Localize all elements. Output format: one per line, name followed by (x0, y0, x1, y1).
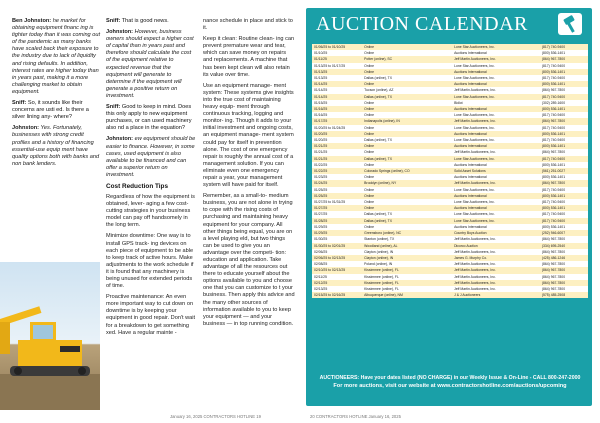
speaker-name: Johnston: (12, 125, 40, 132)
cell-auctioneer: Lone Star Auctioneers, Inc. (452, 199, 540, 205)
cell-date: 01/17/25 (312, 118, 362, 124)
cell-date: 01/16/25 (312, 106, 362, 112)
calendar-footer (312, 375, 588, 390)
cell-auctioneer: Jeff Martin Auctioneers, Inc. (452, 280, 540, 286)
cell-date: 02/12/25 (312, 280, 362, 286)
cell-location: Kissimmee (online), FL (362, 274, 452, 280)
cell-phone: (561) 251-0027 (540, 168, 588, 174)
cell-location: Online (362, 100, 452, 106)
cell-date: 01/14/25 (312, 87, 362, 93)
excavator-illustration (0, 262, 100, 410)
cell-date: 01/14/25 (312, 94, 362, 100)
cell-phone: (800) 536-1401 (540, 143, 588, 149)
cell-phone: (817) 740-9400 (540, 94, 588, 100)
cell-auctioneer: Auctions International (452, 69, 540, 75)
cell-date: 01/25/25 (312, 187, 362, 193)
cell-phone: (817) 740-9400 (540, 199, 588, 205)
cell-auctioneer: Jeff Martin Auctioneers, Inc. (452, 274, 540, 280)
cell-date: 01/29/25 (312, 224, 362, 230)
cell-location: Dallas (online), TX (362, 137, 452, 143)
cell-location: Online (362, 149, 452, 155)
table-row (312, 292, 588, 298)
cell-date: 01/28/25 (312, 218, 362, 224)
cell-date: 01/29/25 (312, 230, 362, 236)
cell-auctioneer: James G. Murphy Co. (452, 255, 540, 261)
cell-phone: (817) 740-9400 (540, 137, 588, 143)
cell-location: Clayton (online), IN (362, 249, 452, 255)
cell-date: 01/27/25 (312, 205, 362, 211)
cell-date: 01/22/25 (312, 168, 362, 174)
cell-date: 01/20/25 to 01/24/25 (312, 125, 362, 131)
cell-auctioneer: Dicorco Auction (452, 243, 540, 249)
speaker-name: Johnston: (106, 29, 134, 36)
cell-date: 01/21/25 (312, 156, 362, 162)
body-paragraph: Keep it clean: Routine clean- ing can prevent premature wear and tear, which can save money on repairs and replacements. A machine that has been kept clean will also retain its value over time. (203, 36, 295, 78)
cell-date: 01/27/25 (312, 211, 362, 217)
body-paragraph: Remember, as a small-to- medium business, you are not alone in trying to cope with the rising costs of purchasing and maintaining heavy equipment for your company. All other things being equal, you are on a level playing eld, but two things can be used to give you an advantage over the competi- tion: education and application. Take advantage of all the resources out there to educate yourself about the options available to you and choose one that you can customize to t your business. Then apply this advice and the many other sources of information available to you to keep your equipment — and your business — in top running condition. (203, 193, 295, 327)
cell-date: 01/27/25 to 01/31/25 (312, 199, 362, 205)
page-folio-right: 20 CONTRACTORS HOTLINE January 16, 2025 (310, 414, 401, 419)
cell-date: 01/24/25 (312, 180, 362, 186)
cell-date: 01/22/25 (312, 162, 362, 168)
cell-date: 02/15/25 to 02/16/25 (312, 292, 362, 298)
qa-paragraph (12, 18, 100, 96)
cell-auctioneer: Lone Star Auctioneers, Inc. (452, 137, 540, 143)
cell-location: Stanton (online), TX (362, 236, 452, 242)
cell-auctioneer: Jeff Martin Auctioneers, Inc. (452, 261, 540, 267)
cell-phone: (800) 536-1401 (540, 205, 588, 211)
qa-paragraph (106, 104, 196, 132)
cell-date: 01/20/25 (312, 137, 362, 143)
cell-auctioneer: Jeff Martin Auctioneers, Inc. (452, 180, 540, 186)
tips-block (106, 194, 196, 337)
cell-auctioneer: Auctions International (452, 50, 540, 56)
cell-phone: (817) 740-9400 (540, 112, 588, 118)
article-column-1 (12, 18, 100, 172)
cell-location: Online (362, 112, 452, 118)
cell-date: 01/21/25 (312, 149, 362, 155)
cell-location: Online (362, 63, 452, 69)
cell-phone: (864) 967-7800 (540, 149, 588, 155)
cell-date: 01/11/25 (312, 56, 362, 62)
cell-auctioneer: Jeff Martin Auctioneers, Inc. (452, 87, 540, 93)
cell-phone: (864) 967-7800 (540, 87, 588, 93)
speaker-text: That is good news. (121, 18, 169, 24)
cell-auctioneer: Lone Star Auctioneers, Inc. (452, 211, 540, 217)
cell-phone: (817) 740-9400 (540, 187, 588, 193)
body-paragraph: Regardless of how the equipment is obtained, lever- aging a few cost-cutting strategies in your business model can pay off handsomely in the long term. (106, 193, 195, 229)
cell-auctioneer: Lone Star Auctioneers, Inc. (452, 63, 540, 69)
calendar-title: AUCTION CALENDAR (316, 13, 528, 35)
cell-phone: (817) 740-9400 (540, 63, 588, 69)
cell-auctioneer: Lone Star Auctioneers, Inc. (452, 125, 540, 131)
qa-paragraph (106, 18, 196, 25)
cell-location: Online (362, 44, 452, 50)
cell-phone: (800) 536-1401 (540, 193, 588, 199)
cell-phone: (800) 536-1401 (540, 174, 588, 180)
cell-phone: (425) 486-1246 (540, 255, 588, 261)
cell-location: Greensboro (online), NC (362, 230, 452, 236)
cell-auctioneer: Lone Star Auctioneers, Inc. (452, 112, 540, 118)
cell-location: Online (362, 81, 452, 87)
cell-location: Clayton (online), IN (362, 255, 452, 261)
cell-date: 02/06/25 (312, 249, 362, 255)
cell-location: Online (362, 125, 452, 131)
calendar-header (310, 10, 590, 38)
cell-phone: (864) 967-7800 (540, 286, 588, 292)
cell-phone: (800) 536-1401 (540, 224, 588, 230)
speaker-name: Sniff: (106, 104, 121, 111)
body-paragraph: Minimize downtime: One way is to install GPS track- ing devices on each piece of equipment to be able to keep track of active hours. Make adjustments to the work schedule if it is found that any machinery is being unused for extended periods of time. (106, 233, 194, 290)
cell-date: 02/10/25 to 02/13/25 (312, 267, 362, 273)
cell-location: Tucson (online), AZ (362, 87, 452, 93)
cell-location: Woodland (online), AL (362, 243, 452, 249)
footer-auctioneers-note: AUCTIONEERS: Have your dates listed (NO CHARGE) in our Weekly Issue & On-Line - CALL 800-247-2000 (319, 375, 581, 381)
article-column-2 (106, 18, 196, 341)
qa-block (106, 18, 196, 179)
auction-table (312, 44, 588, 298)
cell-location: Online (362, 205, 452, 211)
cell-phone: (800) 536-1401 (540, 162, 588, 168)
cell-auctioneer: Auctions International (452, 205, 540, 211)
cell-phone: (800) 536-1401 (540, 81, 588, 87)
cell-auctioneer: Lone Star Auctioneers, Inc. (452, 44, 540, 50)
cell-auctioneer: Lone Star Auctioneers, Inc. (452, 75, 540, 81)
page-folio-left: January 16, 2025 CONTRACTORS HOTLINE 19 (170, 414, 261, 419)
cell-auctioneer: Jeff Martin Auctioneers, Inc. (452, 56, 540, 62)
cell-auctioneer: Jeff Martin Auctioneers, Inc. (452, 249, 540, 255)
footer-website-link[interactable]: For more auctions, visit our website at www.contractorshotline.com/auctions/upcoming (333, 383, 567, 389)
speaker-text: So, it sounds like their concerns are usti ed. Is there a silver lining any- where? (12, 100, 89, 121)
body-paragraph: Use an equipment manage- ment system: These systems give insights into the true cost of maintaining heavy equip- ment through continuous tracking, logging and monitor- ing. Though it adds to your initial investment and ongoing costs, an equipment manage- ment system could pay for itself in prevention alone. The cost of one emergency repair is roughly the annual cost of a management solution. If you can eliminate even one emergency repair a year, your management system will have paid for itself. (203, 82, 294, 189)
cell-location: Online (362, 187, 452, 193)
cell-phone: (817) 740-9400 (540, 44, 588, 50)
cell-phone: (817) 740-9400 (540, 218, 588, 224)
cell-auctioneer: Country Boys Auction (452, 230, 540, 236)
cell-date: 01/30/25 (312, 236, 362, 242)
cell-phone: (864) 967-7800 (540, 56, 588, 62)
cell-date: 01/06/25 to 01/10/25 (312, 44, 362, 50)
qa-paragraph (106, 29, 196, 100)
cell-location: Albuquerque (online), NM (362, 292, 452, 298)
cell-location: Online (362, 69, 452, 75)
body-paragraph: nance schedule in place and stick to it. (203, 18, 293, 32)
cell-phone: (817) 740-9400 (540, 156, 588, 162)
cell-date: 01/25/25 (312, 193, 362, 199)
cell-phone: (302) 289-1600 (540, 100, 588, 106)
excavator-photo (0, 262, 100, 410)
cell-date: 01/30/25 to 02/01/25 (312, 243, 362, 249)
cell-location: Dallas (online), TX (362, 75, 452, 81)
cell-auctioneer: Lone Star Auctioneers, Inc. (452, 156, 540, 162)
cell-location: Potter (online), SC (362, 56, 452, 62)
body-paragraph: Proactive maintenance: An even more important way to cut down on downtime is by keeping your equipment in good repair. Don't wait for a breakdown to get something xed. Have a regular mainte - (106, 294, 196, 336)
cell-phone: (864) 967-7800 (540, 261, 588, 267)
speaker-text: However, business owners should expect a higher cost of capital than in years past and therefore should calculate the cost of the equipment relative to expected revenue that the equipment will generate to determine if the equipment will generate a positive return on investment. (106, 29, 194, 99)
cell-date: 02/08/25 (312, 261, 362, 267)
speaker-text: Good to keep in mind. Does this only apply to new equipment purchases, or can used machinery also nd a place in the equation? (106, 104, 192, 132)
speaker-name: Ben Johnston: (12, 18, 52, 24)
cell-location: Kissimmee (online), FL (362, 267, 452, 273)
cell-auctioneer: Jeff Martin Auctioneers, Inc. (452, 286, 540, 292)
cell-phone: (864) 967-7800 (540, 274, 588, 280)
cell-phone: (334) 695-2540 (540, 243, 588, 249)
cell-auctioneer: Solid Asset Solutions (452, 168, 540, 174)
cell-date: 02/13/25 (312, 286, 362, 292)
speaker-text: Yes. Fortunately, businesses with strong credit profiles and a history of financing essential-use equip ment have quality options both with banks and non bank lenders. (12, 125, 100, 167)
cell-auctioneer: Auctions International (452, 143, 540, 149)
cell-date: 01/16/25 (312, 112, 362, 118)
cell-auctioneer: Lone Star Auctioneers, Inc. (452, 94, 540, 100)
cell-phone: (800) 536-1401 (540, 106, 588, 112)
speaker-text: he market for obtaining equipment financ ing is tighter today than it was coming out of the pandemic as many banks have scaled back their exposure to the industry due to lack of liquidity and rising defaults. In addition, interest rates are higher today than in years past, making it a more challenging market to obtain equipment. (12, 18, 100, 95)
hammer-icon (558, 13, 582, 35)
article-column-3 (203, 18, 295, 332)
cell-location: Online (362, 131, 452, 137)
qa-paragraph (106, 136, 196, 179)
cell-auctioneer: Auctions International (452, 174, 540, 180)
cell-auctioneer: Auctions International (452, 162, 540, 168)
cell-auctioneer: Jeff Martin Auctioneers, Inc. (452, 267, 540, 273)
cell-auctioneer: Jeff Martin Auctioneers, Inc. (452, 118, 540, 124)
cell-auctioneer: Auctions International (452, 193, 540, 199)
cell-location: Kissimmee (online), FL (362, 286, 452, 292)
cell-phone: (800) 536-1401 (540, 131, 588, 137)
cell-phone: (864) 967-7800 (540, 236, 588, 242)
cell-phone: (252) 946-6007 (540, 230, 588, 236)
cell-location: Poland (online), IN (362, 261, 452, 267)
cell-auctioneer: Auctions International (452, 106, 540, 112)
cell-location: Online (362, 106, 452, 112)
cell-location: Online (362, 143, 452, 149)
cell-date: 01/13/25 (312, 75, 362, 81)
speaker-name: Johnston: (106, 136, 134, 143)
cell-date: 01/13/25 (312, 69, 362, 75)
cell-location: Kissimmee (online), FL (362, 280, 452, 286)
cell-phone: (864) 967-7800 (540, 280, 588, 286)
cell-auctioneer: Jeff Martin Auctioneers, Inc. (452, 236, 540, 242)
cell-date: 02/06/25 to 02/13/25 (312, 255, 362, 261)
cell-phone: (864) 967-7800 (540, 249, 588, 255)
cell-location: Colorado Springs (online), CO (362, 168, 452, 174)
cell-phone: (800) 536-1401 (540, 50, 588, 56)
cell-location: Online (362, 162, 452, 168)
cell-phone: (800) 536-1401 (540, 69, 588, 75)
cell-location: Dallas (online), TX (362, 211, 452, 217)
speaker-text: ew equipment should be easier to finance. However, in some cases, used equipment is also available to be financed and can offer a superior return on investment. (106, 136, 196, 178)
cell-date: 02/11/25 (312, 274, 362, 280)
cell-phone: (864) 967-7800 (540, 118, 588, 124)
cell-auctioneer: Lone Star Auctioneers, Inc. (452, 218, 540, 224)
cell-date: 01/21/25 (312, 143, 362, 149)
cell-location: Brooklyn (online), NY (362, 180, 452, 186)
qa-paragraph (12, 125, 100, 168)
speaker-name: Sniff: (12, 100, 27, 107)
qa-paragraph (12, 100, 100, 121)
right-page (300, 0, 600, 423)
cell-date: 01/23/25 (312, 174, 362, 180)
cell-date: 01/13/25 to 01/17/25 (312, 63, 362, 69)
cell-location: Indianapolis (online), IN (362, 118, 452, 124)
cell-location: Dallas (online), TX (362, 94, 452, 100)
cell-auctioneer: Auctions International (452, 81, 540, 87)
cell-auctioneer: J & J Auctioneers (452, 292, 540, 298)
cell-location: Online (362, 174, 452, 180)
cell-phone: (817) 740-9400 (540, 125, 588, 131)
cell-location: Dallas (online), TX (362, 218, 452, 224)
cell-date: 01/14/25 (312, 81, 362, 87)
cell-auctioneer: Bidlot (452, 100, 540, 106)
cell-phone: (864) 967-7800 (540, 180, 588, 186)
cell-auctioneer: Auctions International (452, 224, 540, 230)
cell-location: Online (362, 224, 452, 230)
cell-auctioneer: Jeff Martin Auctioneers, Inc. (452, 149, 540, 155)
cell-auctioneer: Lone Star Auctioneers, Inc. (452, 187, 540, 193)
cell-location: Dallas (online), TX (362, 156, 452, 162)
cell-phone: (864) 967-7800 (540, 267, 588, 273)
cell-phone: (575) 485-2508 (540, 292, 588, 298)
speaker-name: Sniff: (106, 18, 121, 24)
cell-location: Online (362, 50, 452, 56)
cell-phone: (817) 740-9400 (540, 211, 588, 217)
cell-date: 01/10/25 (312, 50, 362, 56)
cell-location: Online (362, 199, 452, 205)
section-title: Cost Reduction Tips (106, 182, 169, 190)
cell-date: 01/15/25 (312, 100, 362, 106)
cell-auctioneer: Auctions International (452, 131, 540, 137)
cell-date: 01/20/25 (312, 131, 362, 137)
cell-phone: (817) 740-9400 (540, 75, 588, 81)
cell-location: Online (362, 193, 452, 199)
